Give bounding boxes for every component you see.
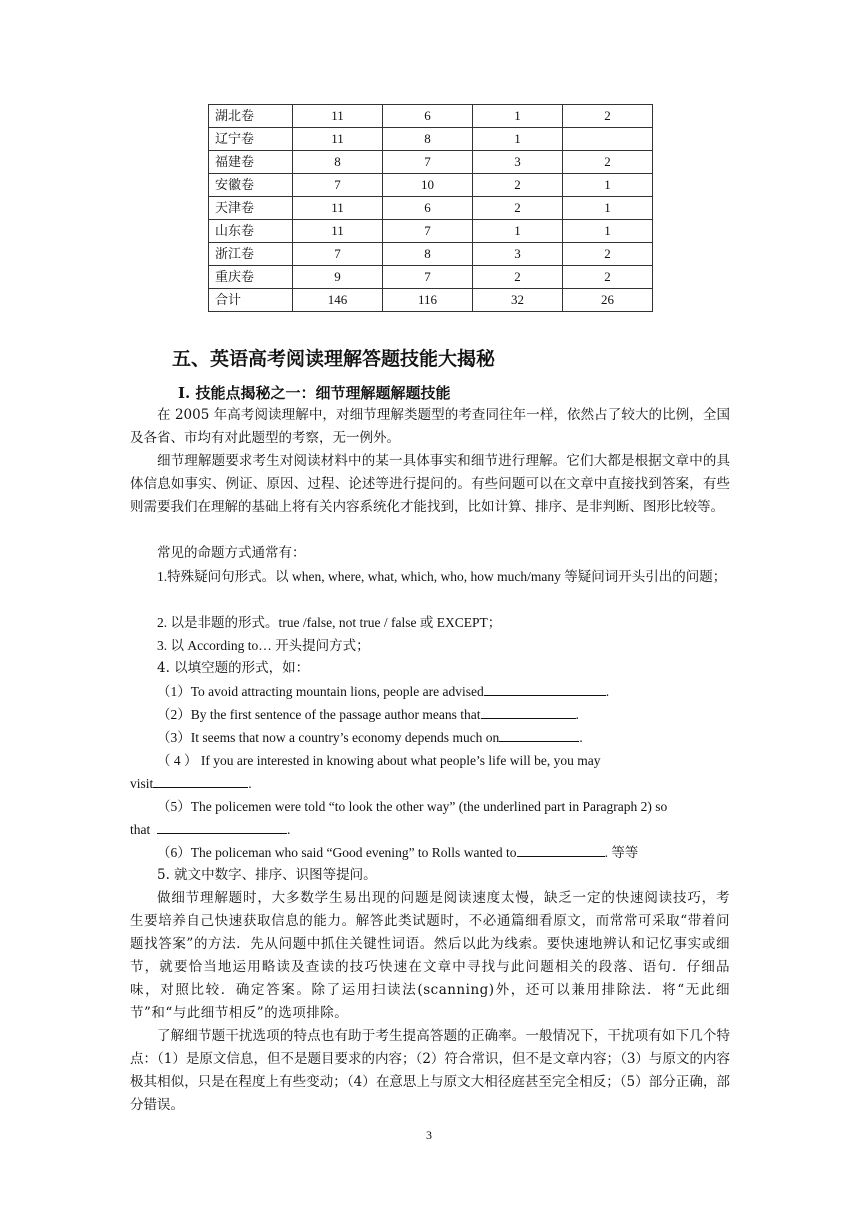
table-cell-value: 10 — [383, 174, 473, 197]
list-item-3: 3. 以 According to… 开头提问方式； — [157, 638, 370, 653]
example-1: （1）To avoid attracting mountain lions, people are advised . — [157, 680, 757, 703]
paragraph-definition: 细节理解题要求考生对阅读材料中的某一具体事实和细节进行理解。它们大都是根据文章中的具体信息如事实、例证、原因、过程、论述等进行提问的。有些问题可以在文章中直接找到答案，有些则需要我们在理解的基础上将有关内容系统化才能找到，比如计算、排序、是非判断、图形比较等。 — [130, 453, 730, 515]
list-item-1: 1.特殊疑问句形式。以 when, where, what, which, who, how much/many 等疑问词开头引出的问题； — [157, 569, 727, 584]
table-cell-province: 浙江卷 — [209, 243, 293, 266]
list-item-4: 4. 以填空题的形式，如： — [157, 660, 310, 676]
table-row — [209, 266, 653, 289]
table-cell-value: 1 — [563, 174, 653, 197]
table-cell-value: 8 — [383, 243, 473, 266]
example-6 — [157, 841, 757, 864]
example-4-line-1: （ 4 ） If you are interested in knowing about what people’s life will be, you may — [157, 753, 601, 768]
blank-2 — [481, 704, 576, 719]
table-cell-value: 6 — [383, 105, 473, 128]
table-cell-value: 2 — [563, 151, 653, 174]
table-cell-value: 11 — [293, 220, 383, 243]
table-cell-value: 11 — [293, 105, 383, 128]
table-cell-province: 山东卷 — [209, 220, 293, 243]
table-cell-value: 1 — [563, 197, 653, 220]
table-cell-value: 2 — [473, 174, 563, 197]
section-heading: 五、英语高考阅读理解答题技能大揭秘 — [172, 348, 496, 370]
table-cell-province: 安徽卷 — [209, 174, 293, 197]
paragraph-distractors: 了解细节题干扰选项的特点也有助于考生提高答题的正确率。一般情况下，干扰项有如下几个特点：（1）是原文信息，但不是题目要求的内容；（2）符合常识，但不是文章内容；（3）与原文的内容极其相似，只是在程度上有些变动；（4）在意思上与原文大相径庭甚至完全相反；（5）部分正确，部分错误。 — [130, 1028, 730, 1113]
table-cell-value: 9 — [293, 266, 383, 289]
example-6-tail: . 等等 — [604, 845, 639, 860]
paragraph-intro: 在 2005 年高考阅读理解中，对细节理解类题型的考查同往年一样，依然占了较大的比例，全国及各省、市均有对此题型的考察，无一例外。 — [130, 407, 730, 446]
example-4-text: visit — [130, 776, 154, 791]
paragraph-common-forms: 常见的命题方式通常有： — [157, 545, 306, 561]
table-cell-value: 1 — [563, 220, 653, 243]
table-cell-value: 1 — [473, 220, 563, 243]
blank-3 — [499, 727, 579, 742]
table-cell-value: 7 — [293, 174, 383, 197]
table-cell-value: 11 — [293, 128, 383, 151]
example-3-text: （3）It seems that now a country’s economy depends much on — [157, 730, 500, 745]
example-2: （2）By the first sentence of the passage author means that . — [157, 703, 757, 726]
table-cell-value: 8 — [383, 128, 473, 151]
table-cell-value: 2 — [563, 243, 653, 266]
table-row — [209, 128, 653, 151]
table-cell-value: 26 — [563, 289, 653, 312]
list-item-2: 2. 以是非题的形式。true /false, not true / false 或 EXCEPT； — [157, 615, 502, 630]
table-cell-value: 7 — [383, 151, 473, 174]
table-cell-province: 辽宁卷 — [209, 128, 293, 151]
table-cell-province: 合计 — [209, 289, 293, 312]
table-cell-value: 2 — [473, 197, 563, 220]
table-cell-value: 32 — [473, 289, 563, 312]
table-cell-value: 6 — [383, 197, 473, 220]
table-cell-province: 天津卷 — [209, 197, 293, 220]
table-cell-province: 湖北卷 — [209, 105, 293, 128]
table-cell-value: 7 — [383, 266, 473, 289]
table-cell-value — [563, 128, 653, 151]
table-row — [209, 243, 653, 266]
paragraph-strategy: 做细节理解题时，大多数学生易出现的问题是阅读速度太慢，缺乏一定的快速阅读技巧，考生要培养自己快速获取信息的能力。解答此类试题时，不必通篇细看原文，而常常可采取“带着问题找答案”的方法．先从问题中抓住关键性词语。然后以此为线索。要快速地辨认和记忆事实或细节，就要恰当地运用略读及查读的技巧快速在文章中寻找与此问题相关的段落、语句．仔细品味，对照比较．确定答案。除了运用扫读法(scanning)外，还可以兼用排除法．将“无此细节”和“与此细节相反”的选项排除。 — [130, 890, 730, 1021]
table-cell-value: 3 — [473, 151, 563, 174]
blank-1 — [484, 681, 606, 696]
page-number: 3 — [426, 1128, 432, 1142]
example-4-line-2: visit . — [130, 772, 730, 795]
table-cell-province: 重庆卷 — [209, 266, 293, 289]
example-6-text: （6）The policeman who said “Good evening” to Rolls wanted to — [157, 845, 517, 860]
list-item-5: 5. 就文中数字、排序、识图等提问。 — [157, 867, 377, 883]
table-cell-value: 1 — [473, 105, 563, 128]
table-cell-value: 2 — [563, 105, 653, 128]
table-cell-value: 1 — [473, 128, 563, 151]
example-2-text: （2）By the first sentence of the passage author means that — [157, 707, 481, 722]
table-row — [209, 151, 653, 174]
example-5-text: that — [130, 822, 151, 837]
table-cell-value: 11 — [293, 197, 383, 220]
sub-heading: I. 技能点揭秘之一：细节理解题解题技能 — [178, 384, 451, 402]
blank-6 — [517, 842, 605, 857]
table-cell-province: 福建卷 — [209, 151, 293, 174]
table-row — [209, 289, 653, 312]
table-row — [209, 105, 653, 128]
table-cell-value: 116 — [383, 289, 473, 312]
blank-4 — [153, 773, 248, 788]
table-cell-value: 146 — [293, 289, 383, 312]
example-5-line-2: that . — [130, 818, 730, 841]
table-row — [209, 197, 653, 220]
table-row — [209, 174, 653, 197]
table-cell-value: 7 — [383, 220, 473, 243]
example-1-text: （1）To avoid attracting mountain lions, people are advised — [157, 684, 484, 699]
example-3: （3）It seems that now a country’s economy depends much on . — [157, 726, 757, 749]
blank-5 — [157, 819, 287, 834]
example-5-line-1: （5）The policemen were told “to look the other way” (the underlined part in Paragraph 2) so — [157, 799, 668, 814]
table-row — [209, 220, 653, 243]
table-cell-value: 3 — [473, 243, 563, 266]
table-cell-value: 2 — [563, 266, 653, 289]
table-cell-value: 2 — [473, 266, 563, 289]
exam-statistics-table — [208, 104, 653, 312]
table-cell-value: 7 — [293, 243, 383, 266]
table-cell-value: 8 — [293, 151, 383, 174]
